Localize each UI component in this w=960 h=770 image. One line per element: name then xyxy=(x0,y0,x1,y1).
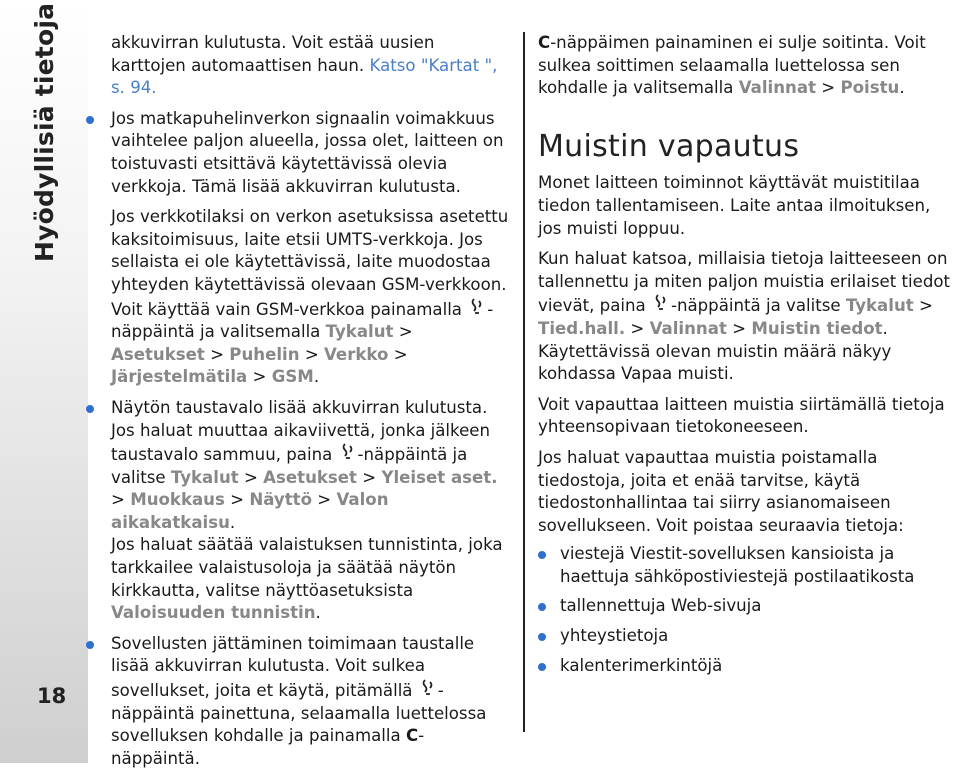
c-key-icon: C xyxy=(405,726,419,746)
list-item: kalenterimerkintöjä xyxy=(560,655,958,678)
section-heading: Muistin vapautus xyxy=(538,128,800,164)
page-number: 18 xyxy=(37,684,67,708)
list-item: Jos matkapuhelinverkon signaalin voimakkuus vaihtelee paljon alueella, jossa olet, laitteen on toistuvasti etsittävä käytettävissä olevia verkkoja. Tämä lisää akkuvirran kulutusta. Jos verkkotilaksi on verkon asetuksissa asetettu kaksitoimisuus, laite etsii UMTS-verkkoja. Jos sellaista ei ole käytettävissä, laite muodostaa yhteyden käytettävissä olevaan GSM-verkkoon. Voit käyttää vain GSM-verkkoa painamalla -näppäintä ja valitsemalla Tykalut > Asetukset > Puhelin > Verkko > Järjestelmätila > GSM. xyxy=(111,108,509,389)
maps-link[interactable]: Katso "Kartat ", s. 94. xyxy=(111,55,498,98)
bullet-dot xyxy=(86,641,94,649)
c-key-icon: C xyxy=(538,33,551,52)
sidebar xyxy=(0,0,88,763)
bullet-dot xyxy=(538,551,546,559)
list-item: tallennettuja Web-sivuja xyxy=(560,595,958,618)
memory-instruction: Kun haluat katsoa, millaisia tietoja laitteeseen on tallennettu ja miten paljon muistia erilaiset tiedot vievät, paina -näppäintä ja valitse Tykalut > Tied.hall. > Valinnat > Muistin tiedot. Käytettävissä olevan muistin määrä näkyy kohdassa Vapaa muisti. xyxy=(538,249,951,384)
menu-key-icon xyxy=(651,293,671,318)
menu-key-icon xyxy=(338,442,358,467)
bullet-dot xyxy=(538,633,546,641)
list-item: viestejä Viestit-sovelluksen kansioista ja haettuja sähköpostiviestejä postilaatikosta xyxy=(560,543,958,588)
bullet-dot xyxy=(86,116,94,124)
menu-key-icon xyxy=(418,678,438,703)
list-item: Sovellusten jättäminen toimimaan taustalle lisää akkuvirran kulutusta. Voit sulkea sovellukset, joita et käytä, pitämällä -näppäintä painettuna, selaamalla luettelossa sovelluksen kohdalle ja painamalla C-näppäintä. xyxy=(111,633,509,770)
bullet-dot xyxy=(538,663,546,671)
bullet-dot xyxy=(538,603,546,611)
chapter-title: Hyödyllisiä tietoja xyxy=(30,2,59,262)
left-column xyxy=(111,32,509,770)
sensor-instruction: Jos haluat säätää valaistuksen tunnistinta, joka tarkkailee valaistusoloja ja säätää näytön kirkkautta, valitse näyttöasetuksista Valoisuuden tunnistin. xyxy=(111,535,503,623)
bullet-dot xyxy=(86,405,94,413)
gsm-instruction: Voit käyttää vain GSM-verkkoa painamalla -näppäintä ja valitsemalla Tykalut > Asetukset > Puhelin > Verkko > Järjestelmätila > GSM. xyxy=(111,297,509,389)
backlight-instruction: Jos haluat muuttaa aikaviivettä, jonka jälkeen taustavalo sammuu, paina -näppäintä ja valitse Tykalut > Asetukset > Yleiset aset. > Muokkaus > Näyttö > Valon aikakatkaisu. xyxy=(111,420,498,532)
intro-paragraph: akkuvirran kulutusta. Voit estää uusien karttojen automaattisen haun. Katso "Kartat ", s. 94. xyxy=(111,33,498,98)
list-item: yhteystietoja xyxy=(560,625,958,648)
menu-key-icon xyxy=(467,297,487,322)
right-column: C-näppäimen painaminen ei sulje soitinta. Voit sulkea soittimen selaamalla luettelossa sen kohdalle ja valitsemalla Valinnat > Poistu. Muistin vapautus Monet laitteen toiminnot käyttävät muistitilaa tiedon tallentamiseen. Laite antaa ilmoituksen, jos muisti loppuu. Kun haluat katsoa, millaisia tietoja laitteeseen on tallennettu ja miten paljon muistia erilaiset tiedot vievät, paina -näppäintä ja valitse Tykalut > Tied.hall. > Valinnat > Muistin tiedot. Käytettävissä olevan muistin määrä näkyy kohdassa Vapaa muisti. Voit vapauttaa laitteen muistia siirtämällä tietoja yhteensopivaan tietokoneeseen. Jos haluat vapauttaa muistia poistamalla tiedostoja, joita et enää tarvitse, käytä tiedostonhallintaa tai siirry asianomaiseen sovellukseen. Voit poistaa seuraavia tietoja: viestejä Viestit-sovelluksen kansioista ja haettuja sähköpostiviestejä postilaatikosta tallennettuja Web-sivuja yhteystietoja kalenterimerkintöjä xyxy=(538,32,958,684)
column-divider xyxy=(523,32,525,732)
deletable-items-list xyxy=(538,543,958,677)
list-item: Näytön taustavalo lisää akkuvirran kulutusta. Jos haluat muuttaa aikaviivettä, jonka jälkeen taustavalo sammuu, paina -näppäintä ja valitse Tykalut > Asetukset > Yleiset aset. > Muokkaus > Näyttö > Valon aikakatkaisu. Jos haluat säätää valaistuksen tunnistinta, joka tarkkailee valaistusoloja ja säätää näytön kirkkautta, valitse näyttöasetuksista Valoisuuden tunnistin. xyxy=(111,397,509,625)
